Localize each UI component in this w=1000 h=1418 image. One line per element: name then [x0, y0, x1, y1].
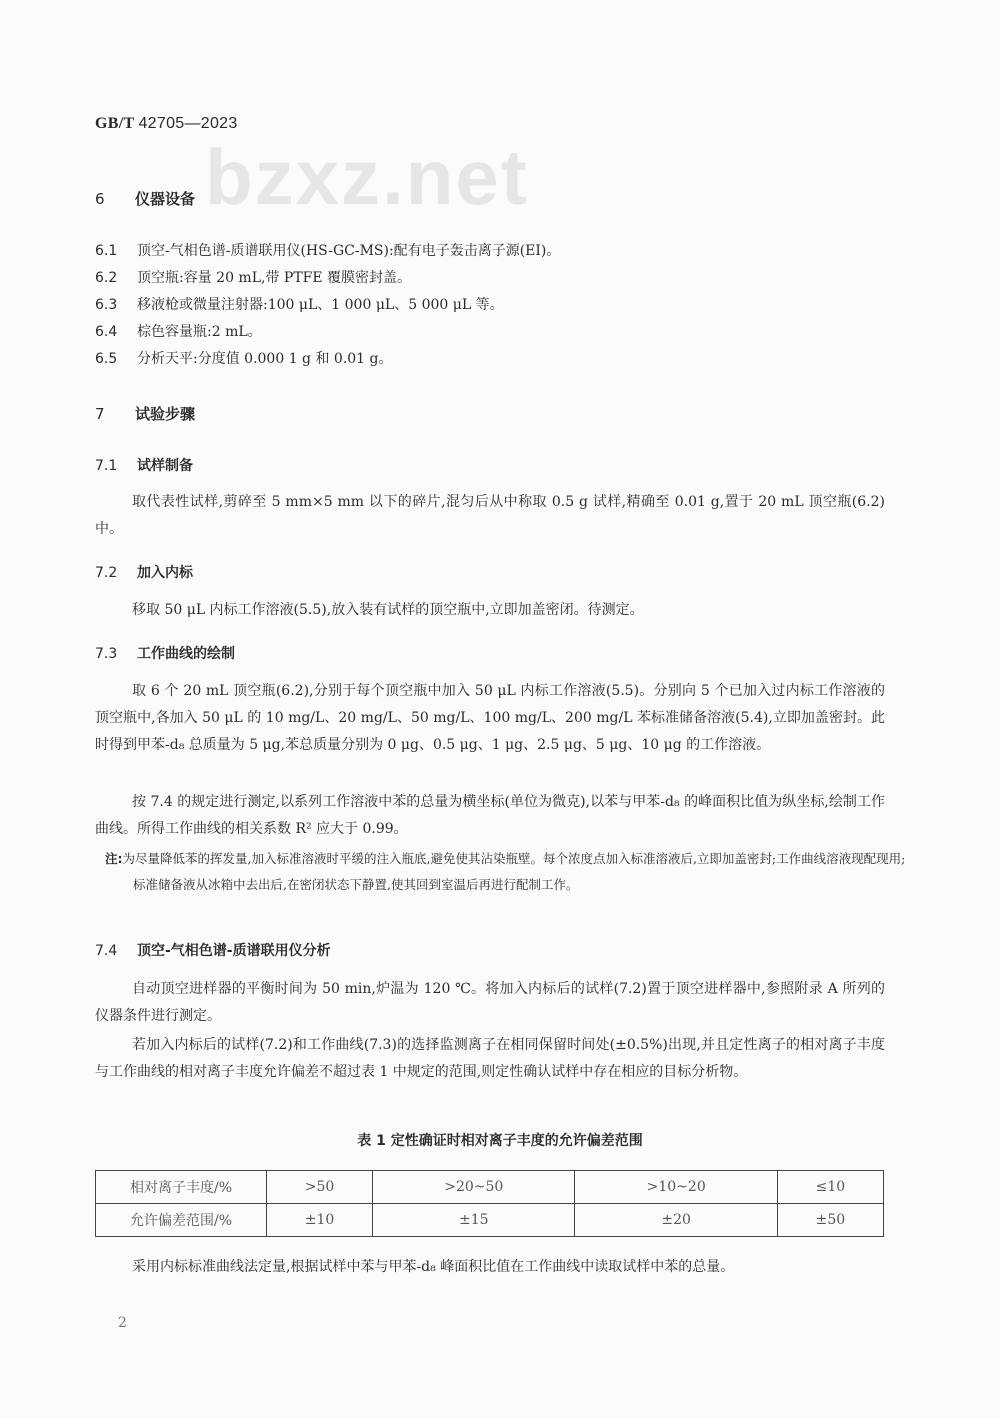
section-7-4-paragraph-1: 自动顶空进样器的平衡时间为 50 min,炉温为 120 ℃。将加入内标后的试样(7.2)置于顶空进样器中,参照附录 A 所列的仪器条件进行测定。 [95, 981, 885, 1024]
section-6-heading: 6 仪器设备 [95, 190, 196, 208]
section-7-3-heading: 7.3 工作曲线的绘制 [95, 646, 235, 662]
section-7-heading: 7 试验步骤 [95, 405, 196, 423]
section-7-2-heading: 7.2 加入内标 [95, 565, 193, 581]
closing-paragraph: 采用内标标准曲线法定量,根据试样中苯与甲苯-d₈ 峰面积比值在工作曲线中读取试样中苯的总量。 [132, 1259, 735, 1275]
section-7-4-heading: 7.4 顶空-气相色谱-质谱联用仪分析 [95, 943, 331, 959]
table-row: 允许偏差范围/% ±10 ±15 ±20 ±50 [96, 1204, 884, 1237]
item-6-2: 6.2 顶空瓶:容量 20 mL,带 PTFE 覆膜密封盖。 [95, 270, 412, 286]
standard-code-header [95, 115, 238, 133]
note-label: 注: [105, 851, 123, 866]
section-7-4-paragraph-2: 若加入内标后的试样(7.2)和工作曲线(7.3)的选择监测离子在相同保留时间处(±0.5%)出现,并且定性离子的相对离子丰度与工作曲线的相对离子丰度允许偏差不超过表 1 中规定的范围,则定性确认试样中存在相应的目标分析物。 [95, 1037, 885, 1080]
section-7-1-paragraph: 取代表性试样,剪碎至 5 mm×5 mm 以下的碎片,混匀后从中称取 0.5 g 试样,精确至 0.01 g,置于 20 mL 顶空瓶(6.2)中。 [95, 494, 885, 537]
item-6-5: 6.5 分析天平:分度值 0.000 1 g 和 0.01 g。 [95, 351, 393, 367]
standard-number: 42705—2023 [138, 115, 238, 132]
table-1 [95, 1170, 884, 1237]
section-7-3-note: 注:为尽量降低苯的挥发量,加入标准溶液时平缓的注入瓶底,避免使其沾染瓶壁。每个浓度点加入标准溶液后,立即加盖密封;工作曲线溶液现配现用;标准储备液从冰箱中去出后,在密闭状态下静置,使其回到室温后再进行配制工作。 [105, 851, 906, 892]
table-row: 相对离子丰度/% >50 >20~50 >10~20 ≤10 [96, 1171, 884, 1204]
page-number: 2 [118, 1315, 127, 1331]
standard-prefix: GB/T [95, 115, 135, 132]
watermark: bzxz.net [205, 133, 529, 221]
section-7-3-paragraph-2: 按 7.4 的规定进行测定,以系列工作溶液中苯的总量为横坐标(单位为微克),以苯与甲苯-d₈ 的峰面积比值为纵坐标,绘制工作曲线。所得工作曲线的相关系数 R² 应大于 0.99。 [95, 794, 885, 837]
section-7-3-paragraph-1: 取 6 个 20 mL 顶空瓶(6.2),分别于每个顶空瓶中加入 50 μL 内标工作溶液(5.5)。分别向 5 个已加入过内标工作溶液的顶空瓶中,各加入 50 μL 的 10 mg/L、20 mg/L、50 mg/L、100 mg/L、200 mg/L 苯标准储备溶液(5.4),立即加盖密封。此时得到甲苯-d₈ 总质量为 5 μg,苯总质量分别为 0 μg、0.5 μg、1 μg、2.5 μg、5 μg、10 μg 的工作溶液。 [95, 683, 885, 753]
section-7-1-heading: 7.1 试样制备 [95, 458, 193, 474]
section-7-2-paragraph: 移取 50 μL 内标工作溶液(5.5),放入装有试样的顶空瓶中,立即加盖密闭。待测定。 [132, 602, 644, 618]
item-6-1: 6.1 顶空-气相色谱-质谱联用仪(HS-GC-MS):配有电子轰击离子源(EI)。 [95, 243, 561, 259]
table-1-caption: 表 1 定性确证时相对离子丰度的允许偏差范围 [357, 1133, 643, 1149]
item-6-3: 6.3 移液枪或微量注射器:100 μL、1 000 μL、5 000 μL 等。 [95, 297, 504, 313]
item-6-4: 6.4 棕色容量瓶:2 mL。 [95, 324, 262, 340]
